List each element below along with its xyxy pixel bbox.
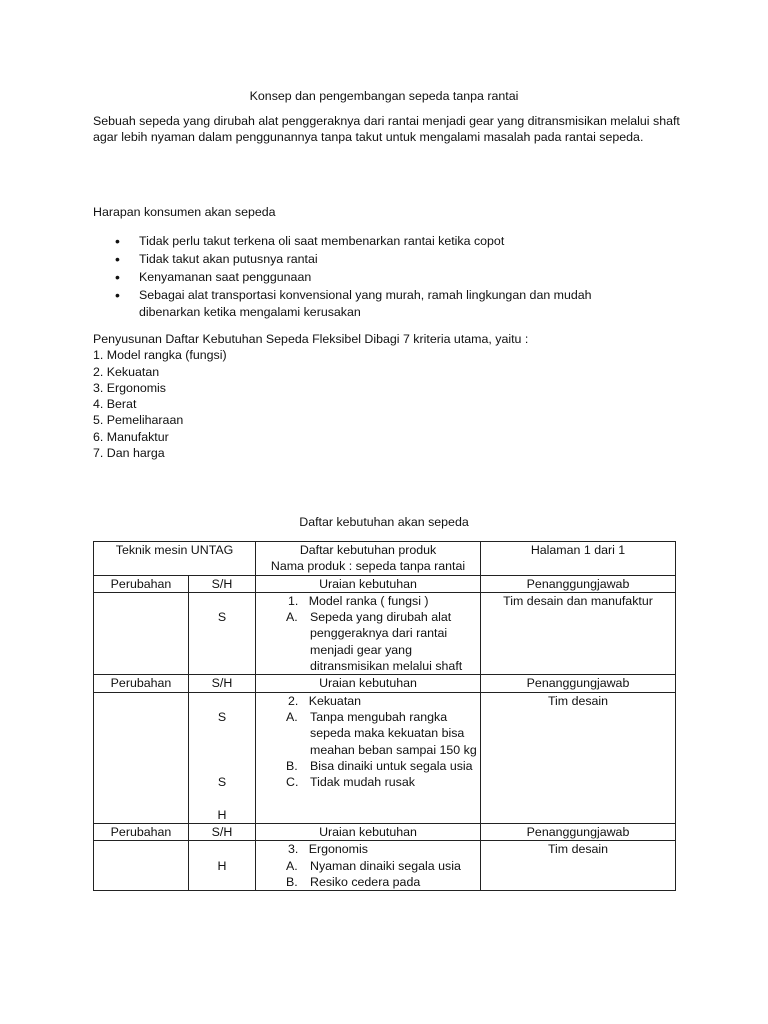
- kriteria-item: 2. Kekuatan: [93, 364, 160, 379]
- section-number: 3.: [288, 842, 299, 857]
- item-text: Tanpa mengubah rangka sepeda maka kekuatan bisa meahan beban sampai 150 kg: [310, 709, 477, 757]
- item-letter: A.: [286, 610, 298, 625]
- kriteria-item: 6. Manufaktur: [93, 429, 169, 444]
- col-header-uraian: Uraian kebutuhan: [256, 824, 481, 841]
- sh-cell: [189, 841, 256, 891]
- section-heading-text: Model ranka ( fungsi ): [308, 593, 429, 608]
- col-header-sh: S/H: [189, 575, 256, 592]
- table-row: [94, 692, 676, 823]
- section-heading-text: Ergonomis: [308, 842, 368, 857]
- uraian-cell: [256, 841, 481, 891]
- requirement-item: [258, 609, 478, 674]
- section-heading: [258, 593, 478, 609]
- bullet-item: • Kenyamanan saat penggunaan: [93, 269, 653, 285]
- col-header-perubahan: Perubahan: [94, 824, 189, 841]
- kriteria-item: 3. Ergonomis: [93, 380, 167, 395]
- kriteria-item: 7. Dan harga: [93, 446, 165, 461]
- kriteria-list: [93, 347, 683, 461]
- col-header-sh: S/H: [189, 824, 256, 841]
- table-row: [94, 841, 676, 891]
- sh-value: S: [217, 775, 227, 790]
- col-header-sh: S/H: [189, 675, 256, 692]
- section-number: 1.: [288, 593, 299, 608]
- sh-cell: [189, 692, 256, 823]
- requirement-item: [258, 709, 478, 758]
- col-header-uraian: Uraian kebutuhan: [256, 575, 481, 592]
- section-heading-text: Kekuatan: [308, 693, 362, 708]
- bullet-item: • Sebagai alat transportasi konvensional yang murah, ramah lingkungan dan mudah dibenarkan ketika mengalami kerusakan: [93, 287, 653, 320]
- uraian-cell: [256, 692, 481, 823]
- section-heading: [258, 841, 478, 857]
- perubahan-cell: [94, 692, 189, 823]
- item-text: Resiko cedera pada: [310, 874, 421, 889]
- item-text: Bisa dinaiki untuk segala usia: [310, 758, 473, 773]
- product-name: Nama produk : sepeda tanpa rantai: [270, 559, 466, 574]
- responsible-cell: Tim desain: [481, 841, 676, 891]
- uraian-cell: [256, 592, 481, 674]
- table-title: Daftar kebutuhan akan sepeda: [299, 515, 469, 529]
- sh-value: S: [217, 610, 227, 625]
- kriteria-item: 1. Model rangka (fungsi): [93, 348, 227, 363]
- harapan-heading: Harapan konsumen akan sepeda: [93, 205, 276, 219]
- col-header-penanggungjawab: Penanggungjawab: [481, 675, 676, 692]
- requirement-item: [258, 758, 478, 774]
- kriteria-item: 4. Berat: [93, 397, 137, 412]
- sh-cell: [189, 592, 256, 674]
- document-title: Konsep dan pengembangan sepeda tanpa rantai: [249, 89, 519, 103]
- item-letter: B.: [286, 758, 298, 773]
- page-cell: Halaman 1 dari 1: [481, 542, 676, 576]
- item-text: Tidak mudah rusak: [310, 775, 415, 790]
- table-header-row: [94, 542, 676, 576]
- bullet-item: • Tidak takut akan putusnya rantai: [93, 251, 653, 267]
- harapan-bullet-list: [93, 233, 653, 322]
- bullet-item: • Tidak perlu takut terkena oli saat membenarkan rantai ketika copot: [93, 233, 653, 249]
- doc-cell: [256, 542, 481, 576]
- item-text: Sepeda yang dirubah alat penggeraknya dari rantai menjadi gear yang ditransmisikan melalui shaft: [310, 610, 463, 674]
- column-header-row: [94, 575, 676, 592]
- responsible-cell: Tim desain dan manufaktur: [481, 592, 676, 674]
- col-header-perubahan: Perubahan: [94, 575, 189, 592]
- section-number: 2.: [288, 693, 299, 708]
- requirements-table: [93, 541, 676, 891]
- kriteria-block: [93, 331, 683, 461]
- perubahan-cell: [94, 592, 189, 674]
- requirement-item: [258, 874, 478, 890]
- item-letter: A.: [286, 709, 298, 724]
- col-header-uraian: Uraian kebutuhan: [256, 675, 481, 692]
- col-header-perubahan: Perubahan: [94, 675, 189, 692]
- column-header-row: [94, 824, 676, 841]
- sh-value: H: [217, 807, 227, 822]
- item-text: Nyaman dinaiki segala usia: [310, 858, 461, 873]
- column-header-row: [94, 675, 676, 692]
- col-header-penanggungjawab: Penanggungjawab: [481, 575, 676, 592]
- sh-value: H: [217, 858, 227, 873]
- requirement-item: [258, 858, 478, 874]
- perubahan-cell: [94, 841, 189, 891]
- item-letter: C.: [286, 775, 299, 790]
- requirement-item: [258, 774, 478, 790]
- sh-value: S: [217, 709, 227, 724]
- item-letter: A.: [286, 858, 298, 873]
- section-heading: [258, 693, 478, 709]
- kriteria-item: 5. Pemeliharaan: [93, 413, 184, 428]
- col-header-penanggungjawab: Penanggungjawab: [481, 824, 676, 841]
- doc-title: Daftar kebutuhan produk: [299, 543, 437, 557]
- table-row: [94, 592, 676, 674]
- intro-paragraph: Sebuah sepeda yang dirubah alat penggeraknya dari rantai menjadi gear yang ditransmisikan melalui shaft agar lebih nyaman dalam penggunannya tanpa takut untuk mengalami masalah pada rantai sepeda.: [93, 114, 680, 145]
- org-cell: Teknik mesin UNTAG: [94, 542, 256, 576]
- item-letter: B.: [286, 874, 298, 889]
- responsible-cell: Tim desain: [481, 692, 676, 823]
- kriteria-heading: Penyusunan Daftar Kebutuhan Sepeda Fleksibel Dibagi 7 kriteria utama, yaitu :: [93, 332, 529, 346]
